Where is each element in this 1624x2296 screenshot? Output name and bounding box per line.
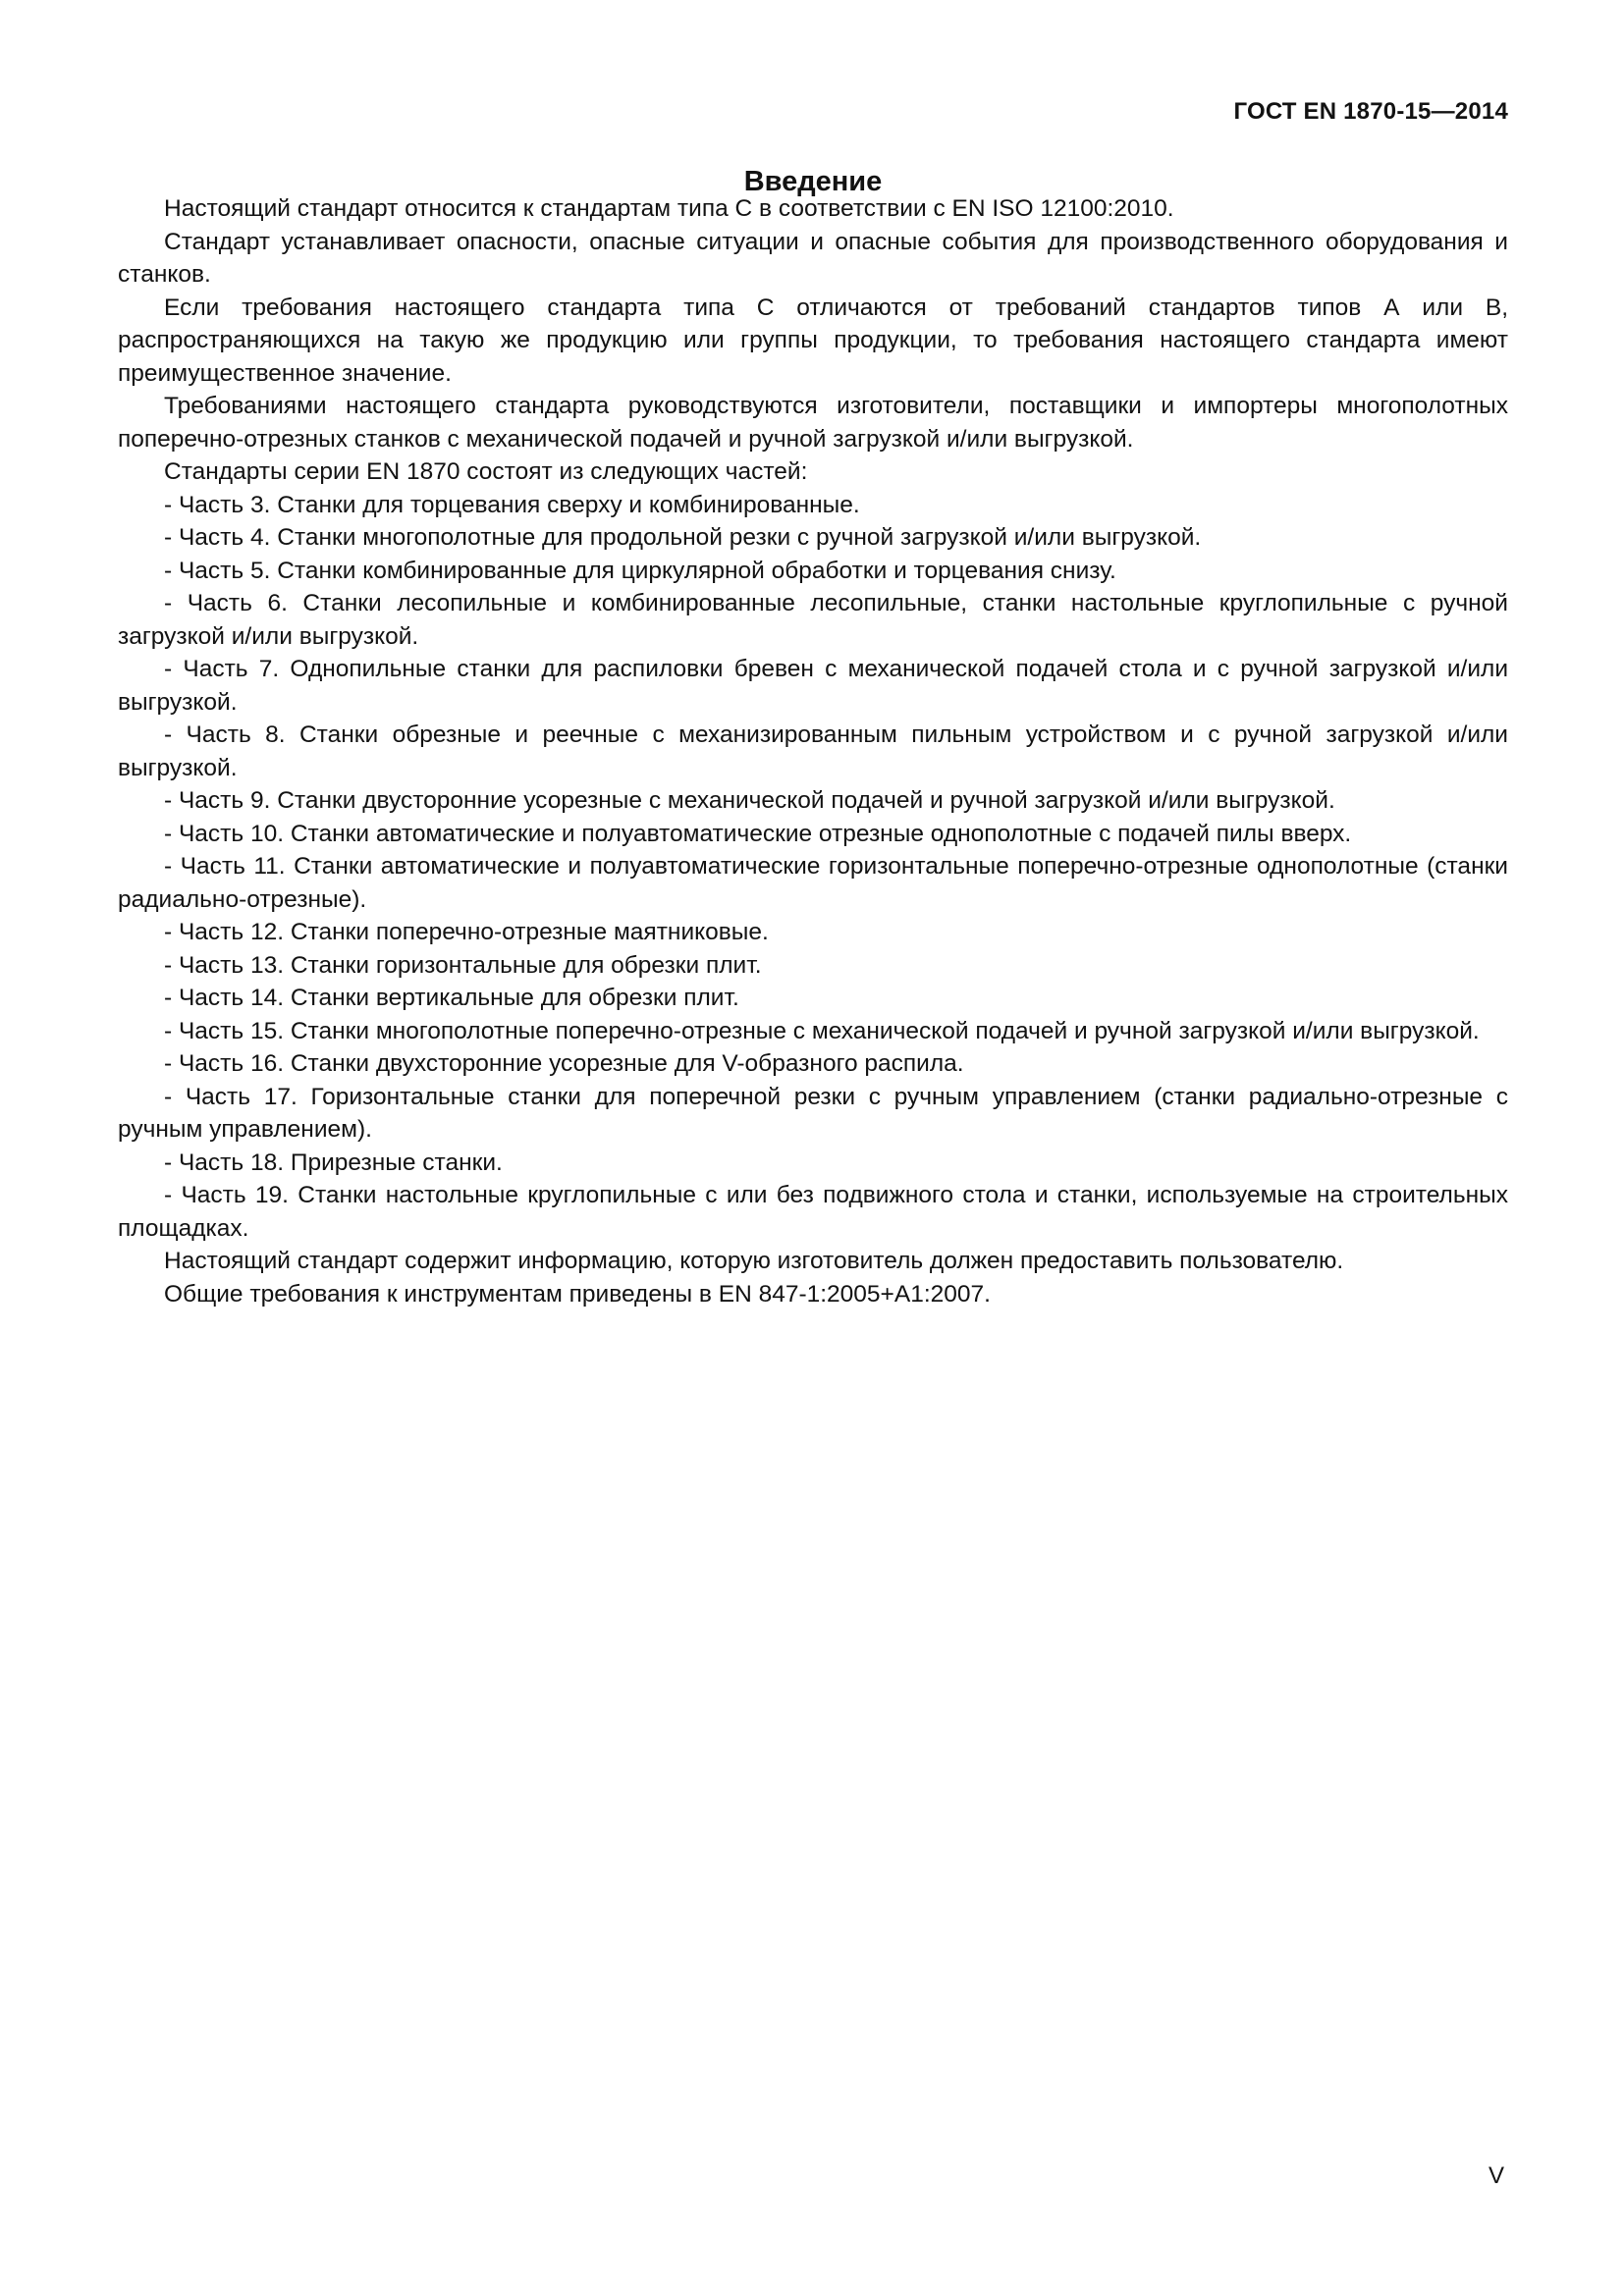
paragraph: Если требования настоящего стандарта типа С отличаются от требований стандартов типов А или В, распространяющихся на такую же продукцию или группы продукции, то требования настоящего стандарта имеют преимущественное значение. [118, 294, 1508, 387]
paragraph: Общие требования к инструментам приведены в EN 847-1:2005+A1:2007. [164, 1280, 991, 1308]
paragraph: - Часть 12. Станки поперечно-отрезные маятниковые. [164, 919, 769, 945]
paragraph: - Часть 17. Горизонтальные станки для поперечной резки с ручным управлением (станки радиально-отрезные с ручным управлением). [118, 1083, 1508, 1143]
paragraph: - Часть 3. Станки для торцевания сверху и комбинированные. [164, 491, 860, 518]
paragraph: - Часть 14. Станки вертикальные для обрезки плит. [164, 985, 739, 1011]
paragraph: - Часть 13. Станки горизонтальные для обрезки плит. [164, 951, 762, 979]
document-body [118, 192, 1508, 1310]
paragraph: Требованиями настоящего стандарта руководствуются изготовители, поставщики и импортеры многополотных поперечно-отрезных станков с механической подачей и ручной загрузкой и/или выгрузкой. [118, 393, 1508, 453]
paragraph: - Часть 18. Прирезные станки. [164, 1148, 503, 1176]
paragraph: - Часть 6. Станки лесопильные и комбинированные лесопильные, станки настольные круглопильные с ручной загрузкой и/или выгрузкой. [118, 590, 1508, 650]
paragraph: - Часть 15. Станки многополотные поперечно-отрезные с механической подачей и ручной загрузкой и/или выгрузкой. [164, 1017, 1480, 1044]
document-header-standard-number: ГОСТ EN 1870-15—2014 [1233, 98, 1508, 125]
paragraph: - Часть 16. Станки двухсторонние усорезные для V-образного распила. [164, 1050, 964, 1077]
paragraph: - Часть 11. Станки автоматические и полуавтоматические горизонтальные поперечно-отрезные однополотные (станки радиально-отрезные). [118, 853, 1508, 913]
section-title: Введение [743, 166, 883, 198]
paragraph: - Часть 10. Станки автоматические и полуавтоматические отрезные однополотные с подачей пилы вверх. [164, 820, 1352, 847]
paragraph: - Часть 19. Станки настольные круглопильные с или без подвижного стола и станки, используемые на строительных площадках. [118, 1182, 1508, 1242]
page-number: V [1488, 2163, 1504, 2189]
paragraph: - Часть 5. Станки комбинированные для циркулярной обработки и торцевания снизу. [164, 557, 1116, 584]
paragraph: - Часть 7. Однопильные станки для распиловки бревен с механической подачей стола и с ручной загрузкой и/или выгрузкой. [118, 656, 1508, 716]
paragraph: Настоящий стандарт относится к стандартам типа С в соответствии с EN ISO 12100:2010. [164, 195, 1174, 222]
paragraph: - Часть 4. Станки многополотные для продольной резки с ручной загрузкой и/или выгрузкой. [164, 524, 1202, 551]
paragraph: Настоящий стандарт содержит информацию, которую изготовитель должен предоставить пользователю. [164, 1248, 1344, 1274]
paragraph: - Часть 8. Станки обрезные и реечные с механизированным пильным устройством и с ручной загрузкой и/или выгрузкой. [118, 721, 1508, 781]
paragraph: Стандарт устанавливает опасности, опасные ситуации и опасные события для производственного оборудования и станков. [118, 228, 1508, 288]
paragraph: - Часть 9. Станки двусторонние усорезные с механической подачей и ручной загрузкой и/или выгрузкой. [164, 787, 1335, 814]
paragraph: Стандарты серии EN 1870 состоят из следующих частей: [164, 458, 808, 485]
